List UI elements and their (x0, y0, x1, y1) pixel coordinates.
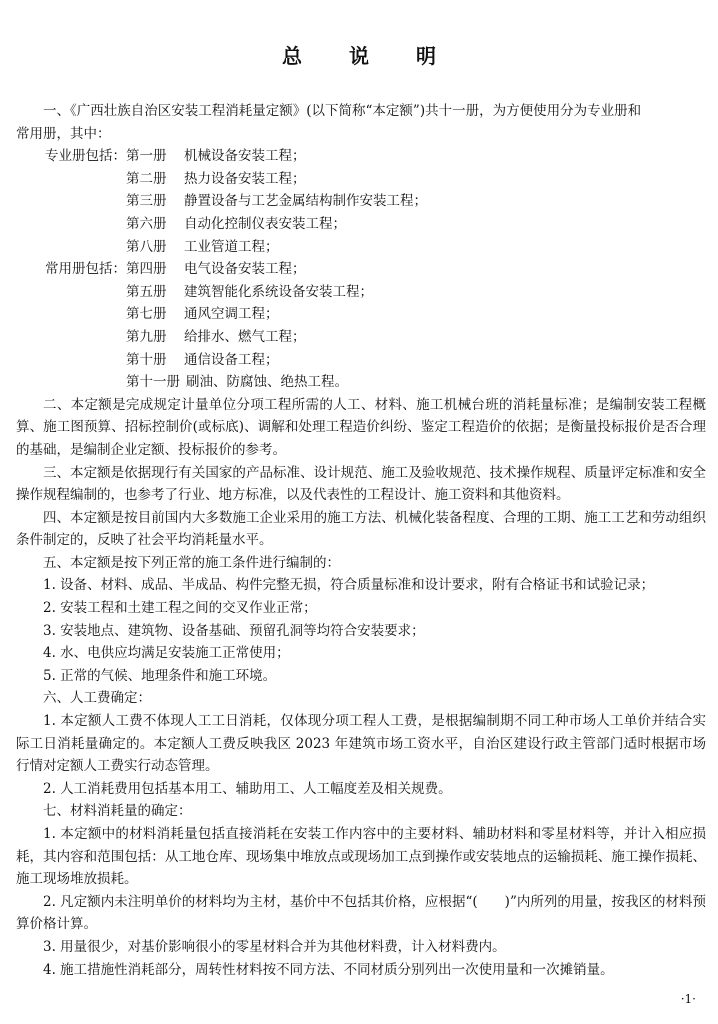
volume-name: 工业管道工程； (184, 238, 279, 255)
volume-number: 第七册 (126, 306, 167, 323)
volume-number: 第十一册 (126, 374, 180, 391)
intro-line: 一、《广西壮族自治区安装工程消耗量定额》(以下简称“本定额”)共十一册，为方便使用分为专业册和 (43, 103, 642, 119)
volume-entry (16, 168, 706, 191)
volume-entry (16, 258, 706, 281)
page-title: 总 说 明 (282, 44, 456, 68)
volume-entry (16, 236, 706, 259)
volume-number: 第六册 (126, 215, 167, 232)
volume-name: 静置设备与工艺金属结构制作安装工程； (184, 193, 427, 210)
list-item: 1. 本定额人工费不体现人工工日消耗，仅体现分项工程人工费，是根据编制期不同工种市场人工单价并结合实际工日消耗量确定的。本定额人工费反映我区 2023 年建筑市场工资水平，自治区建设行政主管部门适时根据市场行情对定额人工费实行动态管理。 (16, 713, 706, 775)
paragraph: 四、本定额是按目前国内大多数施工企业采用的施工方法、机械化装备程度、合理的工期、施工工艺和劳动组织条件制定的，反映了社会平均消耗量水平。 (16, 509, 706, 549)
volume-name: 通风空调工程； (184, 306, 279, 323)
volume-name: 刷油、防腐蚀、绝热工程。 (186, 374, 348, 391)
list-item: 4. 施工措施性消耗部分，周转性材料按不同方法、不同材质分别列出一次使用量和一次摊销量。 (43, 961, 614, 978)
volume-number: 第五册 (126, 283, 167, 300)
document-body (16, 100, 706, 981)
volume-name: 自动化控制仪表安装工程； (184, 215, 346, 232)
volume-entry (16, 349, 706, 372)
volume-name: 建筑智能化系统设备安装工程； (184, 283, 373, 300)
volume-entry (16, 303, 706, 326)
volume-category (16, 213, 126, 236)
volume-number: 第九册 (126, 328, 167, 345)
volume-name: 电气设备安装工程； (184, 261, 306, 278)
volume-number: 第一册 (126, 148, 167, 165)
volume-name: 给排水、燃气工程； (184, 328, 306, 345)
list-item: 4. 水、电供应均满足安装施工正常使用； (43, 645, 290, 662)
page-number: ·1· (680, 992, 696, 1006)
volume-entry (16, 190, 706, 213)
volume-category: 专业册包括： (45, 148, 126, 165)
volume-category (16, 303, 126, 326)
volume-name: 通信设备工程； (184, 351, 279, 368)
list-item: 3. 用量很少，对基价影响很小的零星材料合并为其他材料费，计入材料费内。 (43, 938, 506, 955)
list-item: 2. 安装工程和土建工程之间的交叉作业正常； (43, 600, 317, 617)
volume-entry (16, 145, 706, 168)
list-item: 1. 本定额中的材料消耗量包括直接消耗在安装工作内容中的主要材料、辅助材料和零星材料等，并计入相应损耗，其内容和范围包括：从工地仓库、现场集中堆放点或现场加工点到操作或安装地点的运输损耗、施工操作损耗、施工现场堆放损耗。 (16, 826, 706, 888)
section-heading: 七、材料消耗量的确定： (43, 803, 192, 820)
intro-line: 常用册，其中： (16, 125, 111, 142)
list-item: 5. 正常的气候、地理条件和施工环境。 (43, 667, 277, 684)
section-heading: 六、人工费确定： (43, 690, 151, 707)
volume-number: 第三册 (126, 193, 167, 210)
volume-category: 常用册包括： (45, 261, 126, 278)
section-heading: 五、本定额是按下列正常的施工条件进行编制的： (43, 554, 340, 571)
list-item: 2. 凡定额内未注明单价的材料均为主材，基价中不包括其价格，应根据“( )”内所列的用量，按我区的材料预算价格计算。 (16, 893, 706, 933)
volume-entry (16, 213, 706, 236)
volume-number: 第二册 (126, 170, 167, 187)
list-item: 3. 安装地点、建筑物、设备基础、预留孔洞等均符合安装要求； (43, 622, 425, 639)
volume-name: 热力设备安装工程； (184, 170, 306, 187)
volume-category (16, 349, 126, 372)
volume-name: 机械设备安装工程； (184, 148, 306, 165)
volume-number: 第八册 (126, 238, 167, 255)
volume-category (16, 190, 126, 213)
volume-number: 第四册 (126, 261, 167, 278)
volume-entry (16, 281, 706, 304)
volume-category (16, 168, 126, 191)
volume-number: 第十册 (126, 351, 167, 368)
paragraph: 三、本定额是依据现行有关国家的产品标准、设计规范、施工及验收规范、技术操作规程、质量评定标准和安全操作规程编制的，也参考了行业、地方标准，以及代表性的工程设计、施工资料和其他资料。 (16, 464, 706, 504)
volume-category (16, 371, 126, 394)
volume-category (16, 326, 126, 349)
volume-category (16, 236, 126, 259)
volume-entry (16, 326, 706, 349)
paragraph: 二、本定额是完成规定计量单位分项工程所需的人工、材料、施工机械台班的消耗量标准；是编制安装工程概算、施工图预算、招标控制价(或标底)、调解和处理工程造价纠纷、鉴定工程造价的依据；是衡量投标报价是否合理的基础，是编制企业定额、投标报价的参考。 (16, 396, 706, 458)
list-item: 2. 人工消耗费用包括基本用工、辅助用工、人工幅度差及相关规费。 (43, 780, 452, 797)
volume-category (16, 281, 126, 304)
volume-entry (16, 371, 706, 394)
list-item: 1. 设备、材料、成品、半成品、构件完整无损，符合质量标准和设计要求，附有合格证书和试验记录； (43, 577, 655, 594)
